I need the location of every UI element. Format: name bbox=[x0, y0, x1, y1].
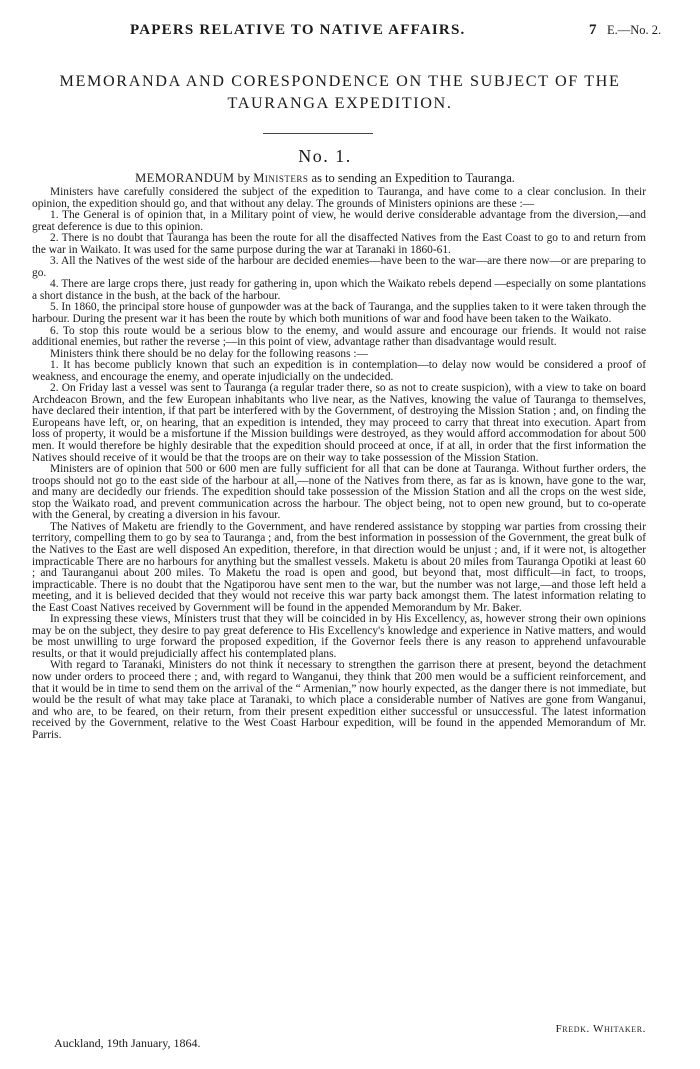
main-title-line-1: MEMORANDA AND CORESPONDENCE ON THE SUBJECT OF THE bbox=[59, 72, 621, 90]
running-head bbox=[26, 22, 666, 42]
date-line: Auckland, 19th January, 1864. bbox=[54, 1036, 201, 1050]
paragraph: The Natives of Maketu are friendly to the Government, and have rendered assistance by stopping war parties from crossing their territory, compelling them to go by sea to Tauranga ; and, from the best information in possession of the Government, the great bulk of the Natives to the East are well disposed An expedition, therefore, in that direction would be unjust ; and, if it were not, is altogether impracticable There are no harbours for anything but the smallest vessels. Maketu is about 20 miles from Tauranga Opotiki at least 60 ; and Tauranganui about 200 miles. To Maketu the road is open and good, but beyond that, most difficult—in fact, to troops, impracticable. There is no doubt that the Ngatiporou have sent men to the war, but the number was not large,—and those left held a meeting, and it is believed decided that they would not receive this war party back amongst them. The latest information relating to the East Coast Natives received by Government will be found in the appended Memorandum by Mr. Baker. bbox=[32, 520, 646, 614]
main-title bbox=[20, 70, 660, 114]
paragraph: 2. There is no doubt that Tauranga has been the route for all the disaffected Natives from the East Coast to go to and return from the war in Waikato. It was used for the same purpose during the war at Taranaki in 1860-61. bbox=[32, 232, 646, 256]
memorandum-body bbox=[32, 187, 646, 741]
running-head-title: PAPERS RELATIVE TO NATIVE AFFAIRS. bbox=[130, 22, 466, 38]
memorandum-label: MEMORANDUM bbox=[135, 171, 235, 185]
memorandum-by: by bbox=[237, 171, 251, 185]
document-number: No. 1. bbox=[298, 146, 352, 166]
section-rule bbox=[263, 133, 373, 134]
paragraph: 3. All the Natives of the west side of the harbour are decided enemies—have been to the war—are there now—or are preparing to go. bbox=[32, 255, 646, 279]
memorandum-heading bbox=[0, 171, 650, 186]
paragraph: In expressing these views, Ministers trust that they will be coincided in by His Excellency, as, however strong their own opinions may be on the subject, they desire to pay great deference to His Excellency's knowledge and experience in Native matters, and would be most unwilling to urge forward the proposed expedition, if the Governor feels there is any reason to apprehend unfavourable results, or that it would prejudicially affect his contemplated plans. bbox=[32, 613, 646, 660]
memorandum-subject: as to sending an Expedition to Tauranga. bbox=[311, 171, 515, 185]
paragraph: 1. It has become publicly known that such an expedition is in contemplation—to delay now would be considered a proof of weakness, and encourage the enemy, and operate injudicially on the undecided. bbox=[32, 359, 646, 383]
memorandum-ministers: Ministers bbox=[253, 171, 309, 185]
paragraph: Ministers think there should be no delay for the following reasons :— bbox=[50, 347, 368, 360]
page-number: 7 bbox=[589, 22, 597, 38]
paragraph: 5. In 1860, the principal store house of gunpowder was at the back of Tauranga, and the supplies taken to it were taken through the harbour. During the present war it has been the route by which both munitions of war and food have been taken to the Waikato. bbox=[32, 301, 646, 326]
paragraph: With regard to Taranaki, Ministers do not think it necessary to strengthen the garrison there at present, beyond the detachment now under orders to proceed there ; and, with regard to Wanganui, they think that 200 men would be a sufficient reinforcement, and that it would be in time to send them on the arrival of the “ Armenian,” now hourly expected, as the danger there is not immediate, but would be the result of what may take place at Taranaki, to which place a considerable number of Natives are gone from Wanganui, and who are, to be feared, on their return, from their present expedition either successful or unsuccessful. The latest information received by the Government, relative to the West Coast Harbour expedition, will be found in the appended Memorandum of Mr. Parris. bbox=[32, 659, 646, 741]
main-title-line-2: TAURANGA EXPEDITION. bbox=[227, 94, 453, 112]
paragraph: 6. To stop this route would be a serious blow to the enemy, and would assure and encourage our friends. It would not raise additional enemies, but rather the reverse ;—in this point of view, advantage rather than disadvantage would result. bbox=[32, 324, 646, 349]
paper-reference: E.—No. 2. bbox=[607, 23, 662, 37]
paragraph: Ministers have carefully considered the subject of the expedition to Tauranga, and have come to a clear conclusion. In their opinion, the expedition should go, and that without any delay. The grounds of Ministers opinions are these :— bbox=[32, 186, 646, 210]
paragraph: Ministers are of opinion that 500 or 600 men are fully sufficient for all that can be done at Tauranga. Without further orders, the troops should not go to the east side of the harbour at all,—none of the Natives from there, as far as is known, have gone to the war, and many are decidedly our friends. The expedition should take possession of the Mission Station and all the crops on the west side, stop the Waikato road, and prevent communication across the harbour. The object being, not to open new ground, but to co-operate with the General, by creating a diversion in his favour. bbox=[32, 463, 646, 522]
paragraph: 1. The General is of opinion that, in a Military point of view, he would derive considerable advantage from the diversion,—and great deference is due to this opinion. bbox=[32, 209, 646, 233]
signature: Fredk. Whitaker. bbox=[555, 1023, 646, 1035]
paragraph: 4. There are large crops there, just ready for gathering in, upon which the Waikato rebels depend —especially on some plantations a short distance in the bush, at the back of the harbour. bbox=[32, 278, 646, 302]
paragraph: 2. On Friday last a vessel was sent to Tauranga (a regular trader there, so as not to create suspicion), with a view to take on board Archdeacon Brown, and the few European inhabitants who live near, as the Natives, knowing the value of Tauranga to themselves, have declared their intention, if that part be interfered with by the Government, of destroying the Mission Station ; and, on finding the Europeans have left, or, on hearing, that an expedition is intended, they may proceed to carry that threat into execution. Apart from loss of property, it would be a misfortune if the Mission buildings were destroyed, as they would afford accommodation for about 500 men. It would therefore be highly desirable that the expedition should proceed at once, if at all, in order that the first information the Natives should receive of it would be that the troops are on their way to take possession of the Mission Station. bbox=[32, 382, 646, 464]
